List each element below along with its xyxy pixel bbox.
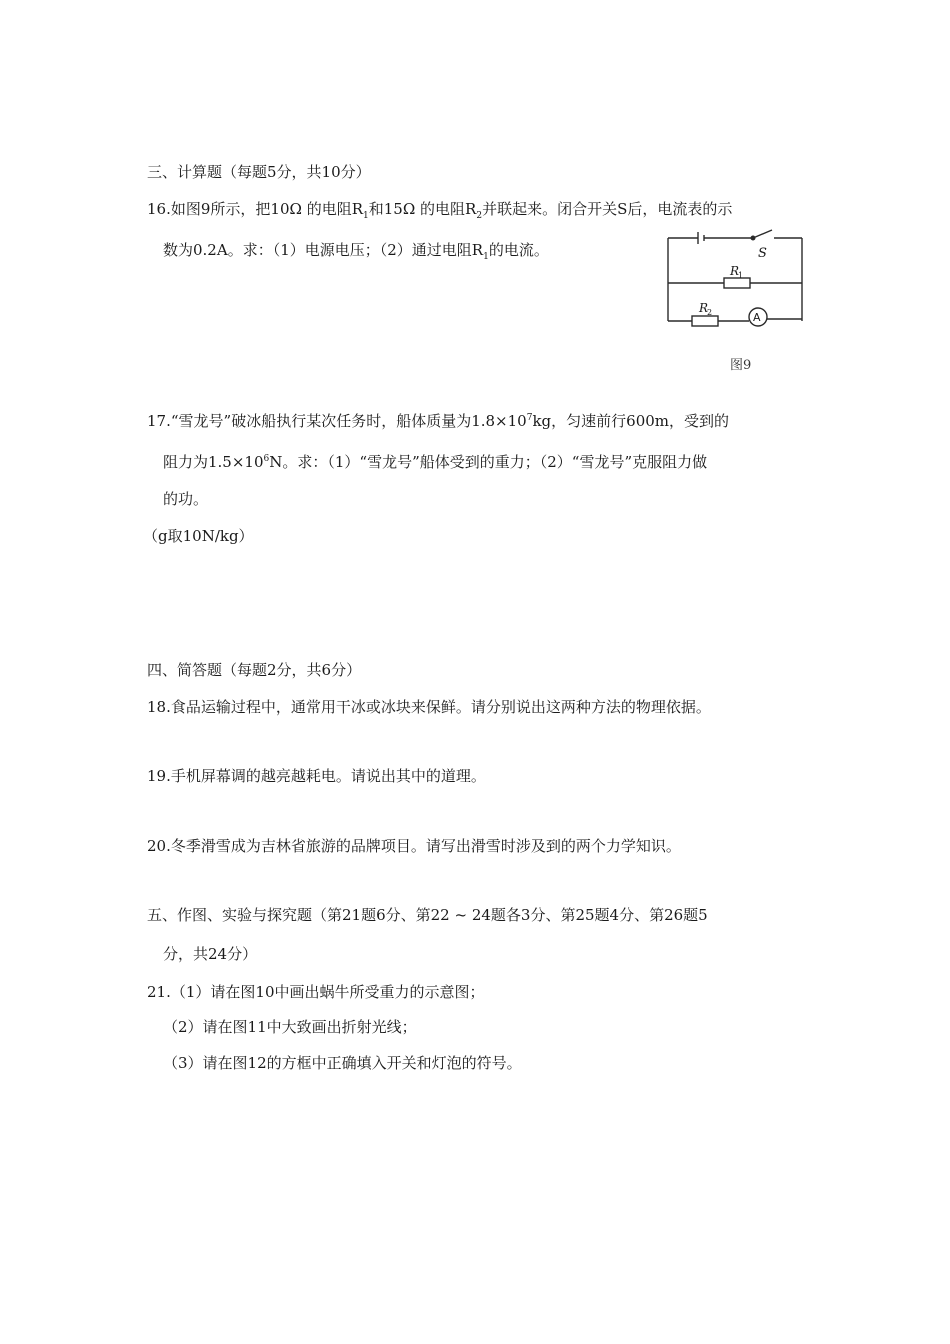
r2-label: R: [699, 301, 709, 315]
question-16-line-2: [163, 240, 549, 267]
q17-text-d: N。求：（1）“雪龙号”船体受到的重力；（2）“雪龙号”克服阻力做: [269, 453, 708, 471]
r1-sub: 1: [738, 271, 744, 280]
q16-text-d: 数为0.2A。求：（1）电源电压；（2）通过电阻R: [163, 241, 484, 259]
q17-text-c: 阻力为1.5×10: [163, 453, 264, 471]
q17-text-b: kg，匀速前行600m，受到的: [532, 412, 729, 430]
question-17-note: （g取10N/kg）: [143, 527, 254, 545]
section-4-title: 四、简答题（每题2分，共6分）: [147, 661, 362, 679]
q17-text-a: 17.“雪龙号”破冰船执行某次任务时，船体质量为1.8×10: [147, 412, 527, 430]
question-19: 19.手机屏幕调的越亮越耗电。请说出其中的道理。: [147, 767, 486, 785]
question-17-line-3: 的功。: [163, 490, 209, 508]
question-21-line-1: 21.（1）请在图10中画出蜗牛所受重力的示意图；: [147, 983, 485, 1001]
question-16-line-1: [147, 199, 732, 226]
section-5-title-line-2: 分，共24分）: [163, 945, 258, 963]
figure-9-circuit: [660, 228, 810, 373]
q16-text-a: 16.如图9所示，把10Ω 的电阻R: [147, 200, 363, 218]
q16-text-b: 和15Ω 的电阻R: [368, 200, 477, 218]
q16-sub-1: 1: [363, 211, 369, 221]
r2-sub: 2: [707, 308, 713, 317]
question-17-line-2: [163, 449, 707, 472]
question-21-line-3: （3）请在图12的方框中正确填入开关和灯泡的符号。: [163, 1054, 522, 1072]
q16-text-c: 并联起来。闭合开关S后，电流表的示: [482, 200, 733, 218]
question-21-line-2: （2）请在图11中大致画出折射光线；: [163, 1018, 417, 1036]
question-20: 20.冬季滑雪成为吉林省旅游的品牌项目。请写出滑雪时涉及到的两个力学知识。: [147, 837, 681, 855]
q16-sub-3: 1: [483, 252, 489, 262]
section-3-title: 三、计算题（每题5分，共10分）: [147, 163, 371, 181]
question-17-line-1: [147, 408, 729, 431]
ammeter-label: A: [753, 311, 761, 324]
question-18: 18.食品运输过程中，通常用干冰或冰块来保鲜。请分别说出这两种方法的物理依据。: [147, 698, 711, 716]
q17-sup-2: 6: [263, 454, 270, 464]
circuit-diagram: [660, 228, 810, 373]
r1-label: R: [730, 264, 740, 278]
q17-sup-1: 7: [526, 413, 533, 423]
figure-9-caption: 图9: [730, 358, 752, 373]
section-5-title-line-1: 五、作图、实验与探究题（第21题6分、第22 ~ 24题各3分、第25题4分、第26题5: [147, 906, 708, 924]
q16-text-e: 的电流。: [488, 241, 549, 259]
q16-sub-2: 2: [476, 211, 483, 221]
switch-label: S: [758, 246, 767, 261]
